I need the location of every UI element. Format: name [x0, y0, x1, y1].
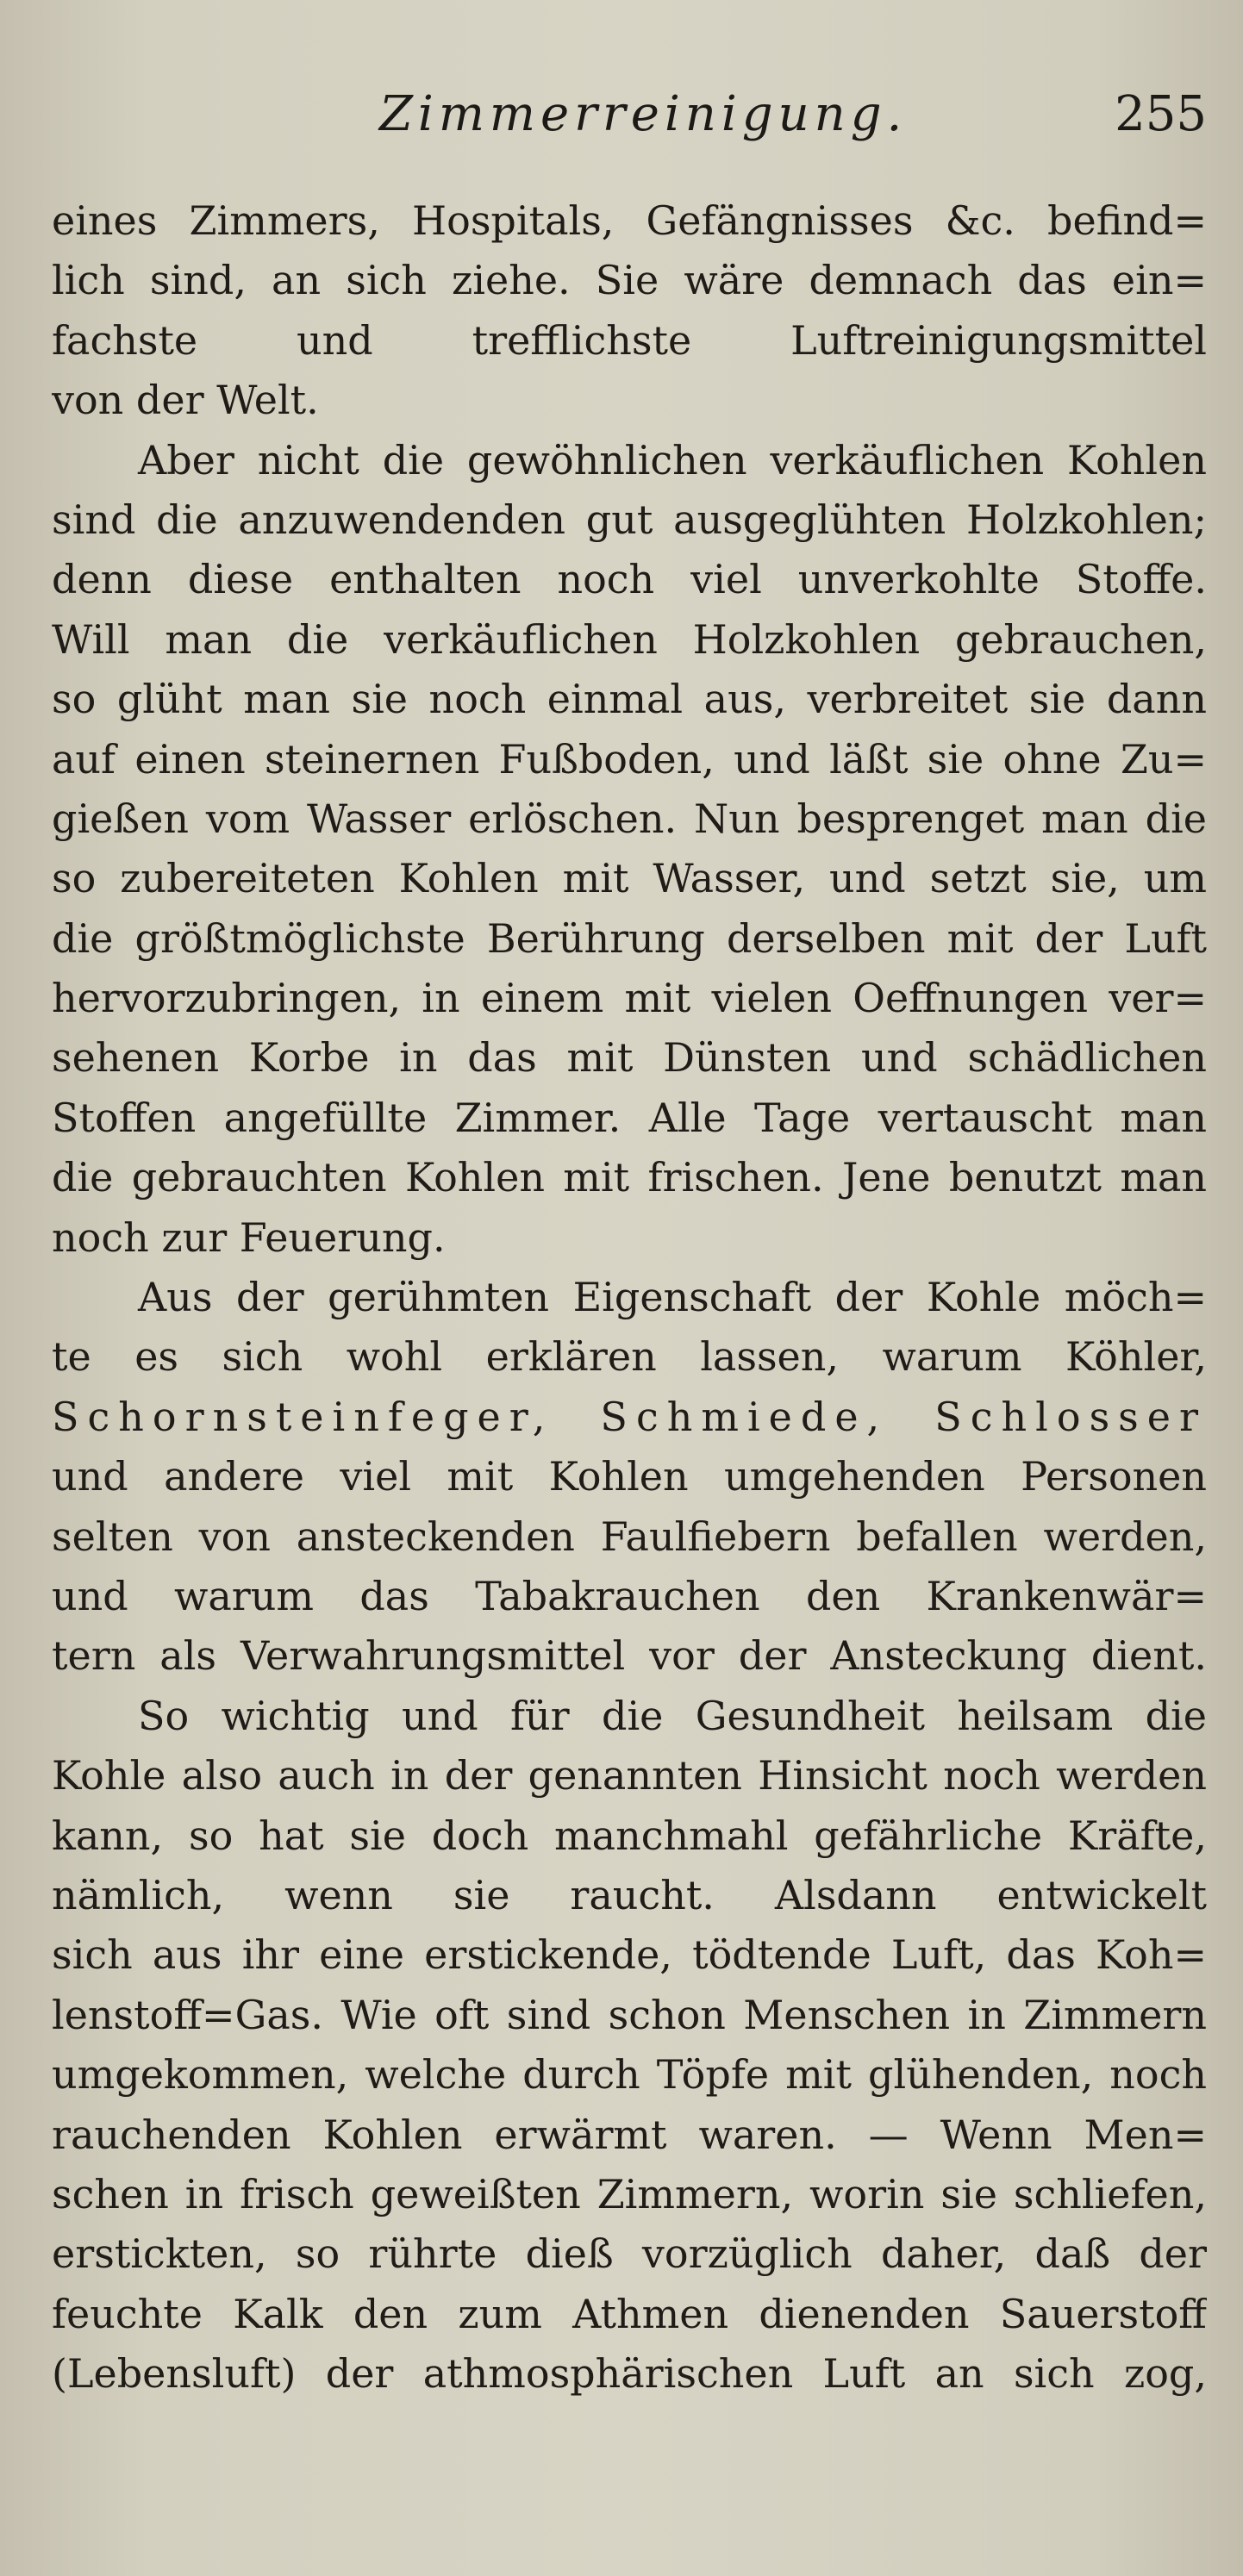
text-line: feuchte Kalk den zum Athmen dienenden Sauerstoff [52, 2290, 1207, 2337]
text-line: kann, so hat sie doch manchmahl gefährliche Kräfte, [52, 1812, 1207, 1859]
text-line: gießen vom Wasser erlöschen. Nun besprenget man die [52, 795, 1207, 842]
text-line: die gebrauchten Kohlen mit frischen. Jene benutzt man [52, 1154, 1207, 1201]
text-line: und andere viel mit Kohlen umgehenden Personen [52, 1453, 1207, 1500]
text-line: sehenen Korbe in das mit Dünsten und schädlichen [52, 1034, 1207, 1082]
text-line: schen in frisch geweißten Zimmern, worin sie schliefen, [52, 2170, 1207, 2217]
text-line: (Lebensluft) der athmosphärischen Luft an sich zog, [52, 2350, 1207, 2398]
paragraph-first-line: Aus der gerühmten Eigenschaft der Kohle möch= [138, 1274, 1207, 1321]
text-line: te es sich wohl erklären lassen, warum Köhler, [52, 1333, 1207, 1381]
text-line: rauchenden Kohlen erwärmt waren. — Wenn Men= [52, 2111, 1207, 2158]
text-line: so zubereiteten Kohlen mit Wasser, und setzt sie, um [52, 855, 1207, 902]
text-line: eines Zimmers, Hospitals, Gefängnisses &c. befind= [52, 197, 1207, 244]
paragraph-first-line: Aber nicht die gewöhnlichen verkäuflichen Kohlen [138, 436, 1207, 483]
text-line: sich aus ihr eine erstickende, tödtende Luft, das Koh= [52, 1931, 1207, 1979]
text-line: erstickten, so rührte dieß vorzüglich daher, daß der [52, 2230, 1207, 2278]
paragraph-first-line: So wichtig und für die Gesundheit heilsam die [138, 1692, 1207, 1739]
text-line: nämlich, wenn sie raucht. Alsdann entwickelt [52, 1871, 1207, 1918]
text-line: denn diese enthalten noch viel unverkohlte Stoffe. [52, 556, 1207, 603]
text-line: lenstoff=Gas. Wie oft sind schon Menschen in Zimmern [52, 1991, 1207, 2038]
text-line: und warum das Tabakrauchen den Krankenwär= [52, 1572, 1207, 1619]
body-text [52, 191, 1207, 2404]
text-line: lich sind, an sich ziehe. Sie wäre demnach das ein= [52, 257, 1207, 304]
running-head [52, 86, 1207, 155]
text-line: so glüht man sie noch einmal aus, verbreitet sie dann [52, 676, 1207, 723]
text-line: auf einen steinernen Fußboden, und läßt sie ohne Zu= [52, 735, 1207, 783]
text-line: Will man die verkäuflichen Holzkohlen gebrauchen, [52, 615, 1207, 663]
text-line: noch zur Feuerung. [52, 1213, 446, 1261]
text-line: tern als Verwahrungsmittel vor der Ansteckung dient. [52, 1632, 1207, 1680]
text-line: Stoffen angefüllte Zimmer. Alle Tage vertauscht man [52, 1094, 1207, 1141]
text-line: fachste und trefflichste Luftreinigungsmittel [52, 316, 1207, 364]
text-line: selten von ansteckenden Faulfiebern befallen werden, [52, 1513, 1207, 1560]
text-line: die größtmöglichste Berührung derselben mit der Luft [52, 914, 1207, 962]
page-number: 255 [1115, 86, 1207, 142]
text-line: Kohle also auch in der genannten Hinsicht noch werden [52, 1752, 1207, 1799]
running-title: Zimmerreinigung. [379, 86, 908, 142]
text-line: sind die anzuwendenden gut ausgeglühten Holzkohlen; [52, 496, 1207, 543]
text-line: Schornsteinfeger, Schmiede, Schlosser [52, 1393, 1207, 1440]
text-line: von der Welt. [52, 377, 319, 424]
text-line: umgekommen, welche durch Töpfe mit glühenden, noch [52, 2051, 1207, 2099]
text-line: hervorzubringen, in einem mit vielen Oeffnungen ver= [52, 975, 1207, 1022]
